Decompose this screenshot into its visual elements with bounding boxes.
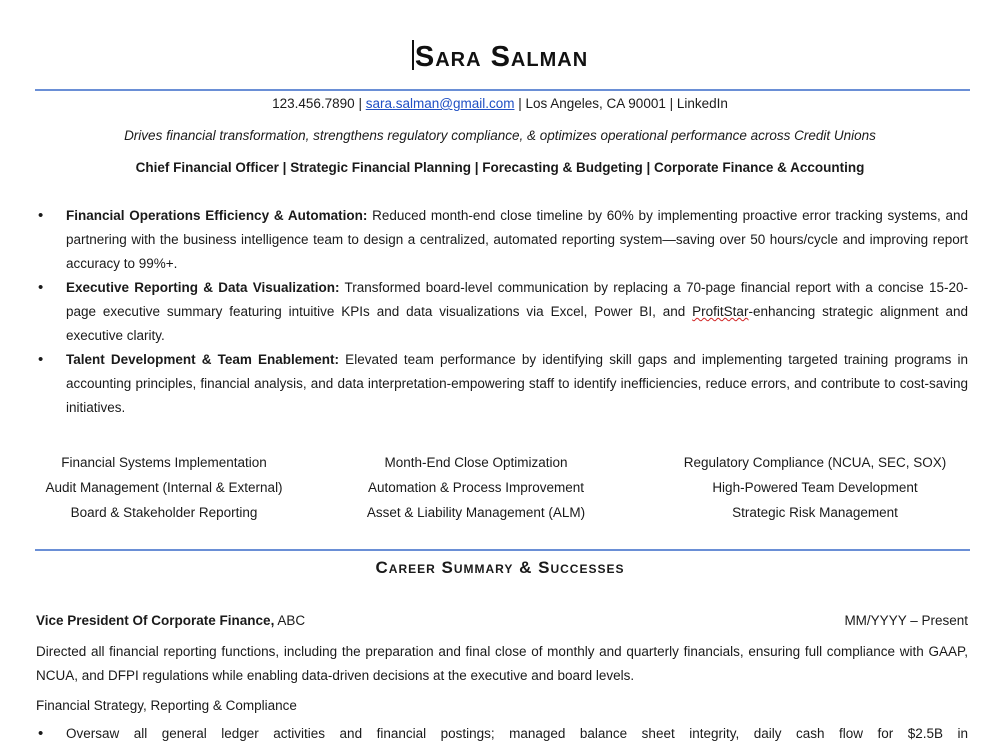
skills-column <box>14 450 314 525</box>
highlights-list <box>36 204 968 420</box>
skills-column <box>660 450 970 525</box>
skill-item: Financial Systems Implementation <box>61 455 267 470</box>
highlight-item: • Executive Reporting & Data Visualization: Transformed board-level communication by replacing a 70-page financial report with a concise 15-20-page executive summary featuring intuitive KPIs and data visualizations via Excel, Power BI, and ProfitStar-enhancing strategic alignment and executive clarity. <box>36 276 968 348</box>
job-dates: MM/YYYY – Present <box>844 613 968 628</box>
job-title: Vice President Of Corporate Finance, <box>36 613 275 628</box>
candidate-name: Sara Salman <box>0 40 1000 74</box>
title-keywords: Chief Financial Officer | Strategic Financial Planning | Forecasting & Budgeting | Corporate Finance & Accounting <box>135 160 865 175</box>
skills-column <box>326 450 626 525</box>
spellcheck-flagged-word[interactable]: ProfitStar <box>692 304 749 319</box>
section-title: Career Summary & Successes <box>375 558 625 577</box>
skill-item: Asset & Liability Management (ALM) <box>366 505 586 520</box>
job-subheading: Financial Strategy, Reporting & Compliance <box>36 698 297 713</box>
job-description: Directed all financial reporting functions, including the preparation and final close of monthly and quarterly financials, ensuring full compliance with GAAP, NCUA, and DFPI regulations while enabling data-driven decisions at the executive and board levels. <box>36 644 968 683</box>
section-rule <box>35 549 970 551</box>
skill-item: Automation & Process Improvement <box>367 480 585 495</box>
location: Los Angeles, CA 90001 <box>525 96 666 111</box>
job-bullets <box>36 722 968 746</box>
linkedin-link[interactable]: LinkedIn <box>676 96 728 111</box>
skill-item: Month-End Close Optimization <box>384 455 568 470</box>
skill-item: High-Powered Team Development <box>712 480 918 495</box>
contact-line: 123.456.7890 | sara.salman@gmail.com | Los Angeles, CA 90001 | LinkedIn <box>272 96 728 111</box>
company-name: ABC <box>274 613 306 628</box>
job-bullet-item: • Oversaw all general ledger activities and financial postings; managed balance sheet integrity, daily cash flow for $2.5B in <box>36 722 968 746</box>
skill-item: Audit Management (Internal & External) <box>45 480 283 495</box>
highlight-item: • Talent Development & Team Enablement: Elevated team performance by identifying skill gaps and implementing targeted training programs in accounting principles, financial analysis, and data interpretation-empowering staff to identify inefficiencies, reduce errors, and contribute to cost-saving initiatives. <box>36 348 968 420</box>
skill-item: Strategic Risk Management <box>732 505 898 520</box>
skill-item: Board & Stakeholder Reporting <box>70 505 258 520</box>
job-header <box>36 613 968 628</box>
highlight-item: • Financial Operations Efficiency & Automation: Reduced month-end close timeline by 60% by implementing proactive error tracking systems, and partnering with the business intelligence team to design a centralized, automated reporting system—saving over 50 hours/cycle and improving report accuracy to 99%+. <box>36 204 968 276</box>
phone: 123.456.7890 <box>272 96 355 111</box>
text-cursor <box>412 40 414 70</box>
email-link[interactable]: sara.salman@gmail.com <box>365 96 515 111</box>
tagline: Drives financial transformation, strengthens regulatory compliance, & optimizes operational performance across Credit Unions <box>124 128 876 143</box>
header-rule <box>35 89 970 91</box>
skill-item: Regulatory Compliance (NCUA, SEC, SOX) <box>683 455 947 470</box>
